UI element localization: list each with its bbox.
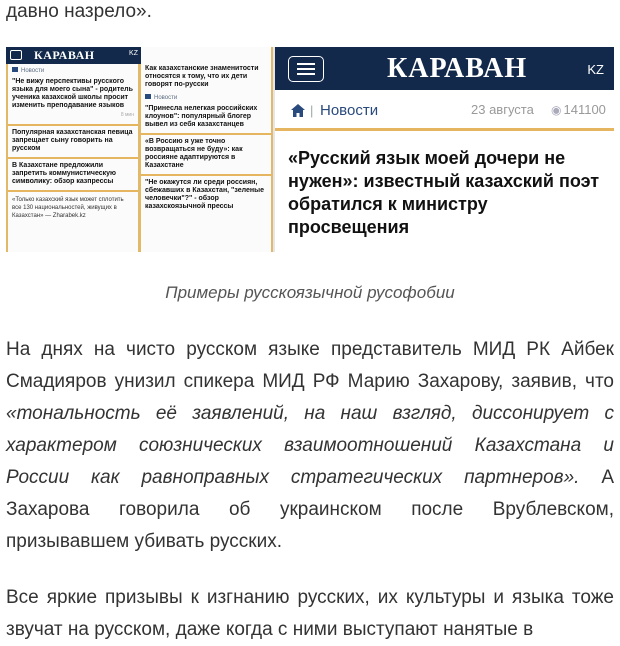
small-site-logo: КАРАВАН	[34, 48, 95, 62]
small-region-label: KZ	[129, 50, 138, 57]
previous-paragraph-end: давно назрело».	[6, 1, 152, 22]
big-article-title: «Русский язык моей дочери не нужен»: известный казахский поэт обратился к министру просвещения	[288, 148, 600, 237]
home-icon	[145, 94, 151, 99]
divider	[8, 157, 138, 159]
nav-separator: |	[310, 103, 314, 118]
small-site-header	[6, 47, 142, 64]
image-caption: Примеры русскоязычной русофобии	[165, 283, 455, 302]
home-icon	[12, 67, 18, 72]
big-nav-bar	[275, 90, 614, 128]
small-right-item-2: "Принесла нелегкая российских клоунов": популярный блогер вывел из себя казахстанцев	[145, 105, 258, 128]
divider	[8, 190, 138, 192]
home-icon	[291, 104, 305, 117]
paragraph-1-intro: На днях на чисто русском языке представитель МИД РК Айбек Смадияров унизил спикера МИД РФ Марию Захарову, заявив, что	[6, 339, 614, 392]
small-left-item-4: «Только казахский язык может сплотить все 130 национальностей, живущих в Казахстан» — Zharabek.kz	[12, 197, 124, 219]
big-region-label: KZ	[587, 62, 604, 77]
hamburger-menu-icon	[288, 56, 324, 82]
small-menu-icon	[10, 50, 22, 60]
paragraph-1-quote: «тональность её заявлений, на наш взгляд, диссонирует с характером союзнических взаимоотношений Казахстана и России как равноправных стратегических партнеров».	[6, 403, 614, 488]
eye-icon: ◉	[551, 103, 562, 117]
image-collage	[6, 47, 614, 252]
article-views	[551, 102, 606, 117]
gold-divider	[275, 128, 614, 131]
paragraph-1-outro: А Захарова говорила об украинском после Врублевском, призывавшем убивать русских.	[6, 467, 614, 552]
small-left-item-1: "Не вижу перспективы русского языка для моего сына" - родитель ученика казахской школы просит изменить преподавание языков	[12, 78, 133, 109]
small-left-item-3: В Казахстане предложили запретить коммунистическую символику: обзор казпрессы	[12, 162, 117, 185]
article-paragraph-1	[6, 334, 614, 558]
small-left-column	[8, 64, 138, 252]
divider	[8, 124, 138, 126]
small-right-nav-label: Новости	[154, 95, 178, 101]
small-screenshot	[6, 47, 273, 252]
article-paragraph-2: Все яркие призывы к изгнанию русских, их культуры и языка тоже звучат на русском, даже когда с ними выступают нанятые в	[6, 587, 614, 640]
small-right-nav	[141, 91, 271, 104]
big-site-header	[275, 47, 614, 90]
divider	[141, 133, 271, 135]
small-right-item-1: Как казахстанские знаменитости относятся к тому, что их дети говорят по-русски	[145, 65, 259, 88]
views-count: 141100	[563, 102, 606, 117]
big-nav-label: Новости	[320, 102, 379, 119]
article-date: 23 августа	[471, 102, 534, 117]
divider	[141, 174, 271, 176]
small-right-item-3: «В Россию я уже точно возвращаться не буду»: как россияне адаптируются в Казахстане	[145, 138, 243, 169]
small-left-nav-label: Новости	[21, 68, 45, 74]
small-right-item-4: "Не окажутся ли среди россиян, сбежавших в Казахстан, "зеленые человечки"?" - обзор казахскоязычной прессы	[145, 179, 265, 210]
big-screenshot	[275, 47, 614, 252]
small-left-item-2: Популярная казахстанская певица запрещает сыну говорить на русском	[12, 129, 133, 152]
small-right-column	[141, 47, 271, 252]
small-left-item-1-meta: 8 мин	[120, 112, 134, 118]
big-site-logo: КАРАВАН	[387, 53, 528, 84]
small-left-nav	[8, 64, 138, 77]
